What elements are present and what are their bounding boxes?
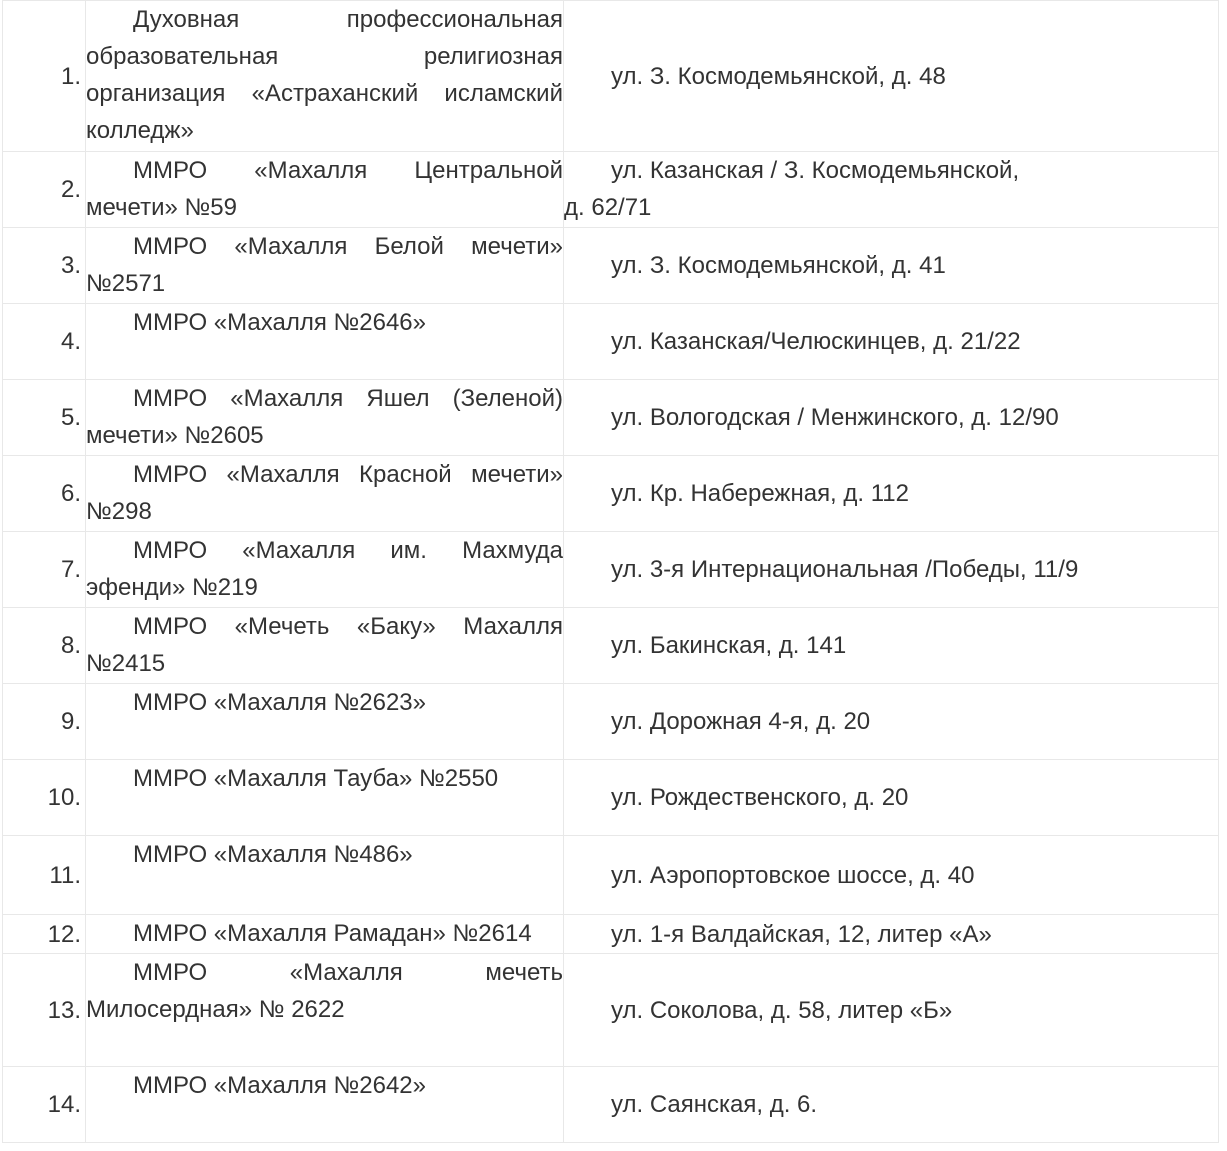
organization-name — [86, 684, 564, 760]
organization-name-line: организация «Астраханский исламский — [86, 80, 563, 107]
address: ул. Саянская, д. 6. — [564, 1067, 1219, 1143]
table-row — [3, 760, 1219, 836]
organization-name-line: ММРО «Махалля Яшел (Зеленой) — [133, 385, 563, 412]
organization-name-line: эфенди» №219 — [86, 574, 258, 601]
organization-name-line: колледж» — [86, 117, 194, 144]
table-row — [3, 152, 1219, 228]
table-row — [3, 304, 1219, 380]
organization-name-line: ММРО «Махалля Тауба» №2550 — [133, 765, 499, 792]
address: ул. З. Космодемьянской, д. 48 — [564, 1, 1219, 152]
organization-name — [86, 456, 564, 532]
table-row — [3, 228, 1219, 304]
address: ул. 3-я Интернациональная /Победы, 11/9 — [564, 532, 1219, 608]
organization-name-line: Духовная профессиональная — [133, 6, 563, 33]
organization-name-line: №298 — [86, 498, 152, 525]
organization-name-line: ММРО «Махалля Центральной — [133, 157, 563, 184]
table-row — [3, 456, 1219, 532]
row-number: 12. — [3, 915, 86, 954]
organization-name — [86, 152, 564, 228]
organization-name-line: ММРО «Махалля №2623» — [133, 689, 426, 716]
address: ул. З. Космодемьянской, д. 41 — [564, 228, 1219, 304]
table-row — [3, 1, 1219, 152]
organization-name — [86, 532, 564, 608]
table-row — [3, 915, 1219, 954]
address: ул. Рождественского, д. 20 — [564, 760, 1219, 836]
organization-name-line: №2571 — [86, 270, 166, 297]
organization-name — [86, 836, 564, 915]
row-number: 2. — [3, 152, 86, 228]
organization-name-line: ММРО «Махалля №2646» — [133, 309, 426, 336]
address: ул. Соколова, д. 58, литер «Б» — [564, 954, 1219, 1067]
organization-name — [86, 380, 564, 456]
row-number: 6. — [3, 456, 86, 532]
row-number: 11. — [3, 836, 86, 915]
row-number: 1. — [3, 1, 86, 152]
organization-name — [86, 760, 564, 836]
organization-name — [86, 1, 564, 152]
address: ул. Вологодская / Менжинского, д. 12/90 — [564, 380, 1219, 456]
table-row — [3, 684, 1219, 760]
table-row — [3, 836, 1219, 915]
table-row — [3, 608, 1219, 684]
row-number: 3. — [3, 228, 86, 304]
row-number: 8. — [3, 608, 86, 684]
table-row — [3, 532, 1219, 608]
address: ул. Дорожная 4-я, д. 20 — [564, 684, 1219, 760]
organization-name — [86, 915, 564, 954]
organization-name — [86, 954, 564, 1067]
organization-name-line: ММРО «Махалля Рамадан» №2614 — [133, 920, 532, 947]
organization-name-line: ММРО «Махалля им. Махмуда — [133, 537, 563, 564]
row-number: 5. — [3, 380, 86, 456]
organization-name-line: мечети» №59 — [86, 194, 237, 221]
organization-name-line: ММРО «Махалля Белой мечети» — [133, 233, 563, 260]
organization-name-line: ММРО «Мечеть «Баку» Махалля — [133, 613, 563, 640]
organization-name-line: ММРО «Махалля №2642» — [133, 1072, 426, 1099]
address — [564, 152, 1219, 228]
organization-name-line: №2415 — [86, 650, 166, 677]
organization-name-line: мечети» №2605 — [86, 422, 264, 449]
organization-name — [86, 228, 564, 304]
organization-name — [86, 304, 564, 380]
organization-name — [86, 1067, 564, 1143]
organization-name-line: ММРО «Махалля №486» — [133, 841, 413, 868]
address: ул. Казанская/Челюскинцев, д. 21/22 — [564, 304, 1219, 380]
table-body — [3, 1, 1219, 1143]
row-number: 10. — [3, 760, 86, 836]
row-number: 13. — [3, 954, 86, 1067]
address: ул. 1-я Валдайская, 12, литер «А» — [564, 915, 1219, 954]
row-number: 7. — [3, 532, 86, 608]
address: ул. Кр. Набережная, д. 112 — [564, 456, 1219, 532]
organization-name-line: образовательная религиозная — [86, 43, 563, 70]
organization-name-line: ММРО «Махалля мечеть — [133, 959, 563, 986]
table-row — [3, 954, 1219, 1067]
mosque-address-table — [2, 0, 1219, 1143]
address-line: ул. Казанская / З. Космодемьянской, — [611, 157, 1020, 184]
organization-name-line: ММРО «Махалля Красной мечети» — [133, 461, 563, 488]
address: ул. Бакинская, д. 141 — [564, 608, 1219, 684]
table-row — [3, 380, 1219, 456]
table-row — [3, 1067, 1219, 1143]
address-line: д. 62/71 — [564, 194, 652, 221]
row-number: 9. — [3, 684, 86, 760]
address: ул. Аэропортовское шоссе, д. 40 — [564, 836, 1219, 915]
row-number: 14. — [3, 1067, 86, 1143]
row-number: 4. — [3, 304, 86, 380]
organization-name — [86, 608, 564, 684]
organization-name-line: Милосердная» № 2622 — [86, 996, 345, 1023]
